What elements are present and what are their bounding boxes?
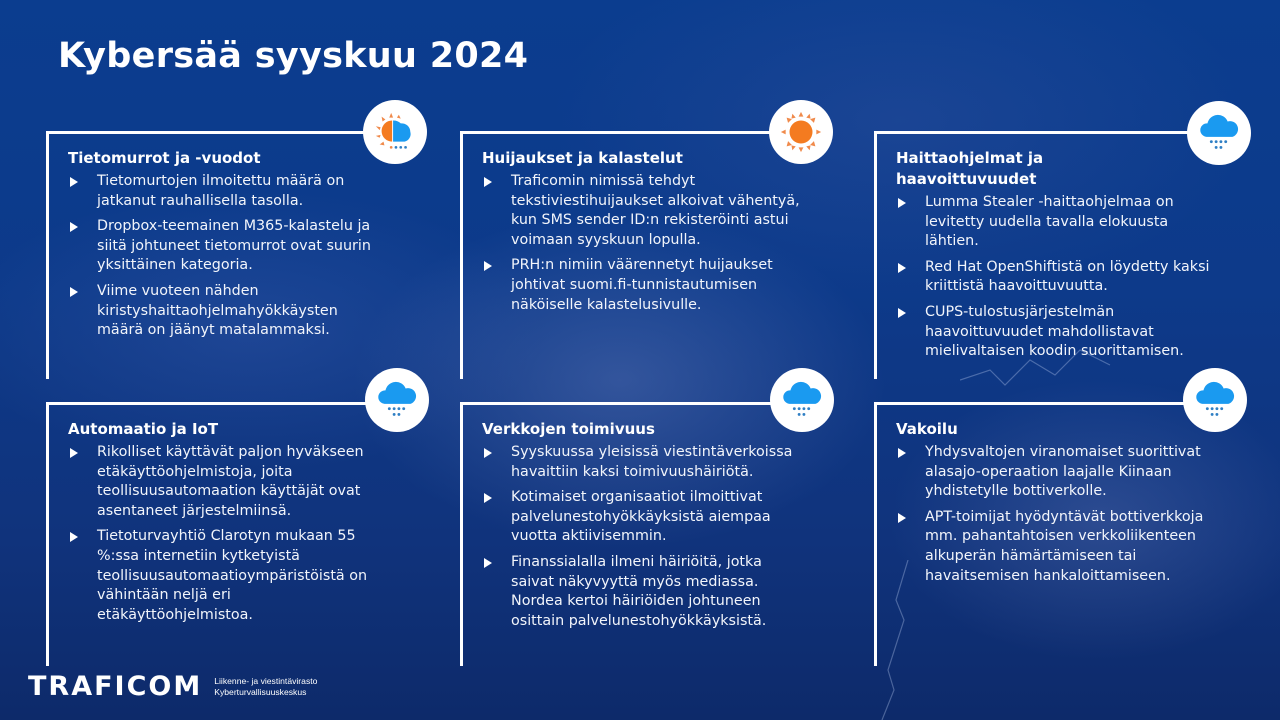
panel-heading: Haittaohjelmat ja haavoittuvuudet [896,149,1044,188]
panel-scams-phishing [460,131,808,379]
list-item [482,488,802,547]
bullet-text: Viime vuoteen nähden kiristyshaittaohjelmahyökkäysten määrä on jäänyt matalammaksi. [97,282,338,339]
triangle-bullet-icon [70,448,78,458]
bullet-list [68,443,388,631]
triangle-bullet-icon [70,177,78,187]
triangle-bullet-icon [484,261,492,271]
list-item [482,172,802,250]
bullet-text: Lumma Stealer -haittaohjelmaa on levitetty uudella tavalla elokuusta lähtien. [925,194,1174,250]
sun-icon [769,100,833,164]
bullet-text: Dropbox-teemainen M365-kalastelu ja siitä johtuneet tietomurrot ovat suurin yksittäinen kategoria. [97,218,371,274]
bullet-text: Rikolliset käyttävät paljon hyväkseen etäkäyttöohjelmistoja, joita teollisuusautomaation käyttäjät ovat asentaneet järjestelmiinsä. [97,444,364,519]
list-item [896,303,1216,362]
agency-line-2: Kyberturvallisuuskeskus [214,686,307,697]
triangle-bullet-icon [898,448,906,458]
rain-cloud-icon [365,368,429,432]
bullet-list [68,172,388,347]
triangle-bullet-icon [484,177,492,187]
list-item [68,443,388,521]
list-item [896,193,1216,252]
bullet-text: PRH:n nimiin väärennetyt huijaukset johtivat suomi.fi-tunnistautumisen näköiselle kalastelusivulle. [511,257,773,313]
bullet-text: Syyskuussa yleisissä viestintäverkoissa havaittiin kaksi toimivuushäiriötä. [511,444,793,480]
bullet-text: CUPS-tulostusjärjestelmän haavoittuvuudet mahdollistavat mielivaltaisen koodin suorittamisen. [925,303,1184,360]
bullet-text: Kotimaiset organisaatiot ilmoittivat palvelunestohyökkäyksistä aiempaa vuotta aktiivisemmin. [511,489,771,545]
bullet-text: Finanssialalla ilmeni häiriöitä, jotka saivat näkyvyyttä myös mediassa. Nordea kertoi häiriöiden johtuneen osittain palvelunestohyökkäyksistä. [511,553,767,629]
bullet-text: Red Hat OpenShiftistä on löydetty kaksi kriittistä haavoittuvuutta. [925,258,1210,295]
panel-heading: Automaatio ja IoT [68,420,219,438]
panel-heading: Vakoilu [896,420,958,438]
partly-sunny-rain-icon [363,100,427,164]
triangle-bullet-icon [70,222,78,232]
list-item [482,553,802,631]
agency-name [214,676,317,698]
panel-automation-iot [46,402,394,666]
rain-cloud-icon [1183,368,1247,432]
list-item [896,508,1216,586]
panel-espionage [874,402,1222,666]
rain-cloud-icon [770,368,834,432]
list-item [68,217,388,276]
triangle-bullet-icon [70,287,78,297]
triangle-bullet-icon [484,448,492,458]
bullet-list [896,193,1216,368]
bullet-list [482,172,802,321]
bullet-text: Tietoturvayhtiö Clarotyn mukaan 55 %:ssa internetiin kytketyistä teollisuusautomaatioympäristöistä on vähintään neljä eri etäkäyttöohjelmistoa. [97,528,368,623]
triangle-bullet-icon [484,558,492,568]
list-item [68,172,388,211]
page-title: Kybersää syyskuu 2024 [58,36,529,76]
bullet-text: Traficomin nimissä tehdyt tekstiviestihuijaukset alkoivat vähentyä, kun SMS sender ID:n rekisteröinti astui voimaan syyskuun lopulla. [511,173,800,248]
triangle-bullet-icon [484,493,492,503]
rain-cloud-icon [1187,101,1251,165]
triangle-bullet-icon [898,198,906,208]
panel-data-breaches [46,131,394,379]
panel-heading: Verkkojen toimivuus [482,420,655,438]
bullet-text: Yhdysvaltojen viranomaiset suorittivat alasajo-operaation laajalle Kiinaan yhdistetylle bottiverkolle. [925,444,1201,500]
panel-malware-vulnerabilities [874,131,1222,379]
triangle-bullet-icon [898,308,906,318]
panel-network-reliability [460,402,808,666]
panel-heading: Huijaukset ja kalastelut [482,149,683,167]
traficom-logo [28,671,317,702]
list-item [896,443,1216,502]
bullet-text: APT-toimijat hyödyntävät bottiverkkoja mm. pahantahtoisen verkkoliikenteen alkuperän hämärtämiseen tai havaitsemisen hankaloittamiseen. [925,508,1204,584]
list-item [896,258,1216,297]
panel-heading: Tietomurrot ja -vuodot [68,149,261,167]
bullet-list [482,443,802,637]
list-item [482,443,802,482]
triangle-bullet-icon [70,532,78,542]
agency-line-1: Liikenne- ja viestintävirasto [214,675,318,686]
list-item [68,282,388,341]
list-item [482,256,802,315]
list-item [68,527,388,625]
triangle-bullet-icon [898,513,906,523]
bullet-list [896,443,1216,592]
logo-wordmark: TRAFICOM [28,671,203,702]
triangle-bullet-icon [898,263,906,273]
bullet-text: Tietomurtojen ilmoitettu määrä on jatkanut rauhallisella tasolla. [97,173,345,209]
